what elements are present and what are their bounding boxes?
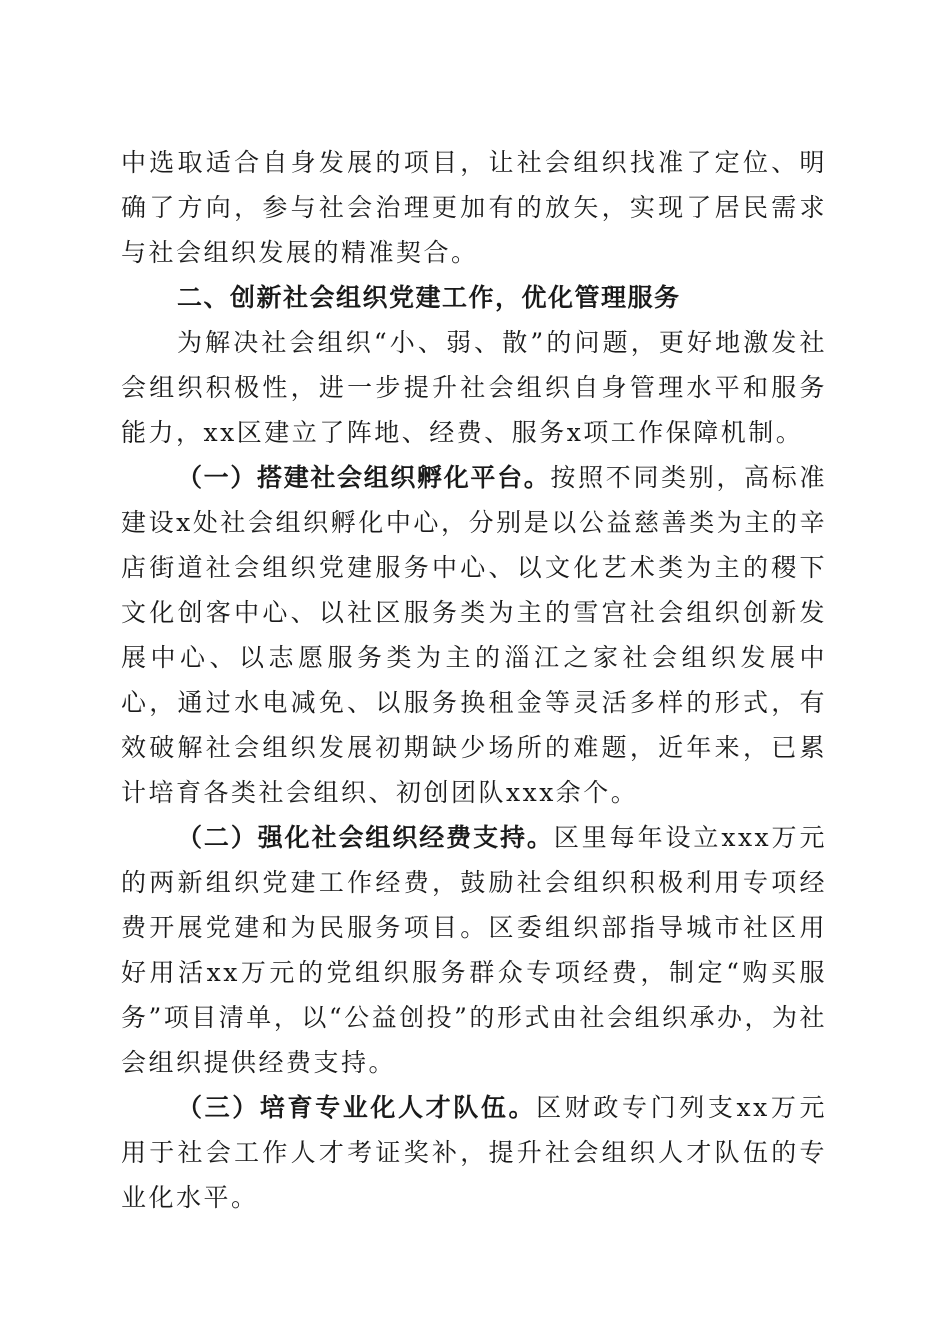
item-body-1: 按照不同类别，高标准建设x处社会组织孵化中心，分别是以公益慈善类为主的辛店街道社会组织党建服务中心、以文化艺术类为主的稷下文化创客中心、以社区服务类为主的雪宫社会组织创新发展中心、以志愿服务类为主的淄江之家社会组织发展中心，通过水电减免、以服务换租金等灵活多样的形式，有效破解社会组织发展初期缺少场所的难题，近年来，已累计培育各类社会组织、初创团队xxx余个。 (121, 463, 827, 807)
item-body-2: 区里每年设立xxx万元的两新组织党建工作经费，鼓励社会组织积极利用专项经费开展党建和为民服务项目。区委组织部指导城市社区用好用活xx万元的党组织服务群众专项经费，制定“购买服务”项目清单，以“公益创投”的形式由社会组织承办，为社会组织提供经费支持。 (121, 823, 827, 1077)
section-heading: 二、创新社会组织党建工作，优化管理服务 (177, 283, 681, 312)
item-paragraph-2 (121, 815, 827, 1085)
document-body (121, 140, 827, 1220)
item-title-1: （一）搭建社会组织孵化平台。 (177, 463, 551, 492)
item-title-3: （三）培育专业化人才队伍。 (177, 1093, 537, 1122)
item-paragraph-1 (121, 455, 827, 815)
item-title-2: （二）强化社会组织经费支持。 (177, 823, 554, 852)
intro-paragraph: 为解决社会组织“小、弱、散”的问题，更好地激发社会组织积极性，进一步提升社会组织自身管理水平和服务能力，xx区建立了阵地、经费、服务x项工作保障机制。 (121, 328, 827, 447)
item-paragraph-3 (121, 1085, 827, 1220)
item-body-3: 区财政专门列支xx万元用于社会工作人才考证奖补，提升社会组织人才队伍的专业化水平。 (121, 1093, 827, 1212)
paragraph-continuation: 中选取适合自身发展的项目，让社会组织找准了定位、明确了方向，参与社会治理更加有的放矢，实现了居民需求与社会组织发展的精准契合。 (121, 148, 827, 267)
